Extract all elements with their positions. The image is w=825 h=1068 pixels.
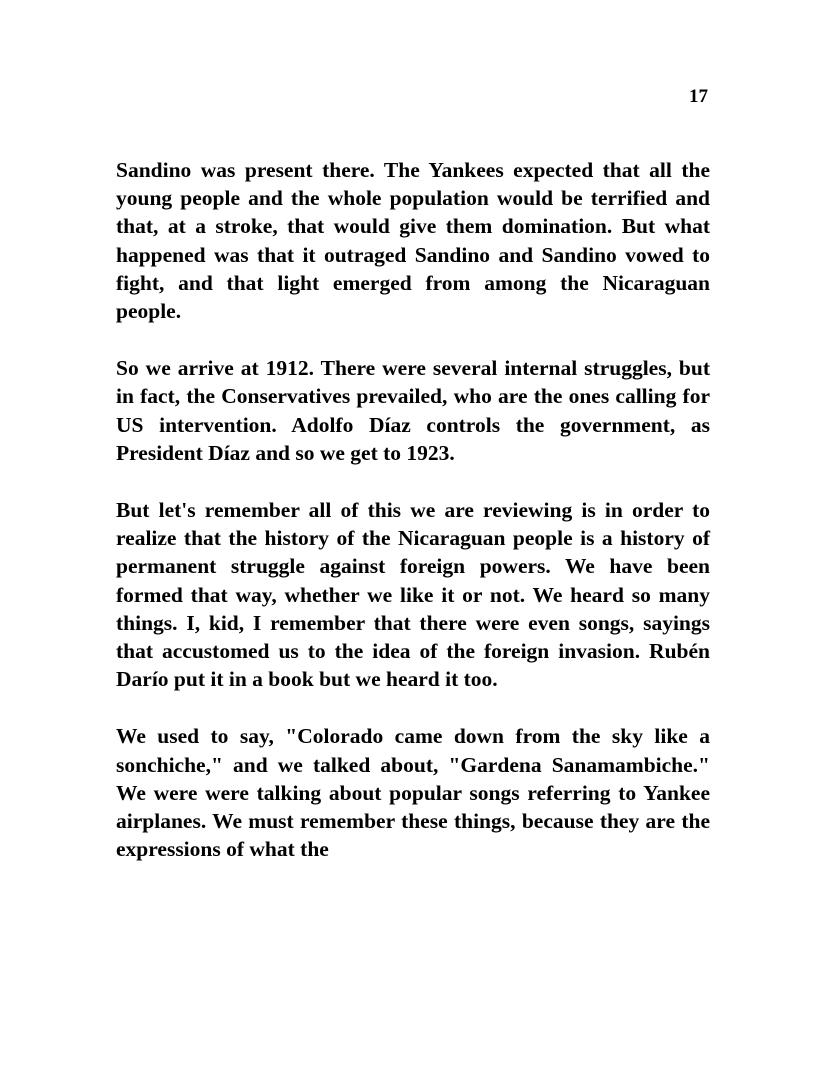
page-number: 17: [689, 86, 708, 107]
paragraph-2: So we arrive at 1912. There were several internal struggles, but in fact, the Conservatives prevailed, who are the ones calling for US intervention. Adolfo Díaz controls the government, as President Díaz and so we get to 1923.: [116, 356, 710, 465]
paragraph-1: Sandino was present there. The Yankees expected that all the young people and the whole population would be terrified and that, at a stroke, that would give them domination. But what happened was that it outraged Sandino and Sandino vowed to fight, and that light emerged from among the Nicaraguan people.: [116, 158, 710, 324]
paragraph-3: But let's remember all of this we are reviewing is in order to realize that the history of the Nicaraguan people is a history of permanent struggle against foreign powers. We have been formed that way, whether we like it or not. We heard so many things. I, kid, I remember that there were even songs, sayings that accustomed us to the idea of the foreign invasion. Rubén Darío put it in a book but we heard it too.: [116, 498, 710, 692]
paragraph-4: We used to say, "Colorado came down from the sky like a sonchiche," and we talked about, "Gardena Sanamambiche." We were were talking about popular songs referring to Yankee airplanes. We must remember these things, because they are the expressions of what the: [116, 724, 710, 862]
document-body: [116, 156, 710, 892]
